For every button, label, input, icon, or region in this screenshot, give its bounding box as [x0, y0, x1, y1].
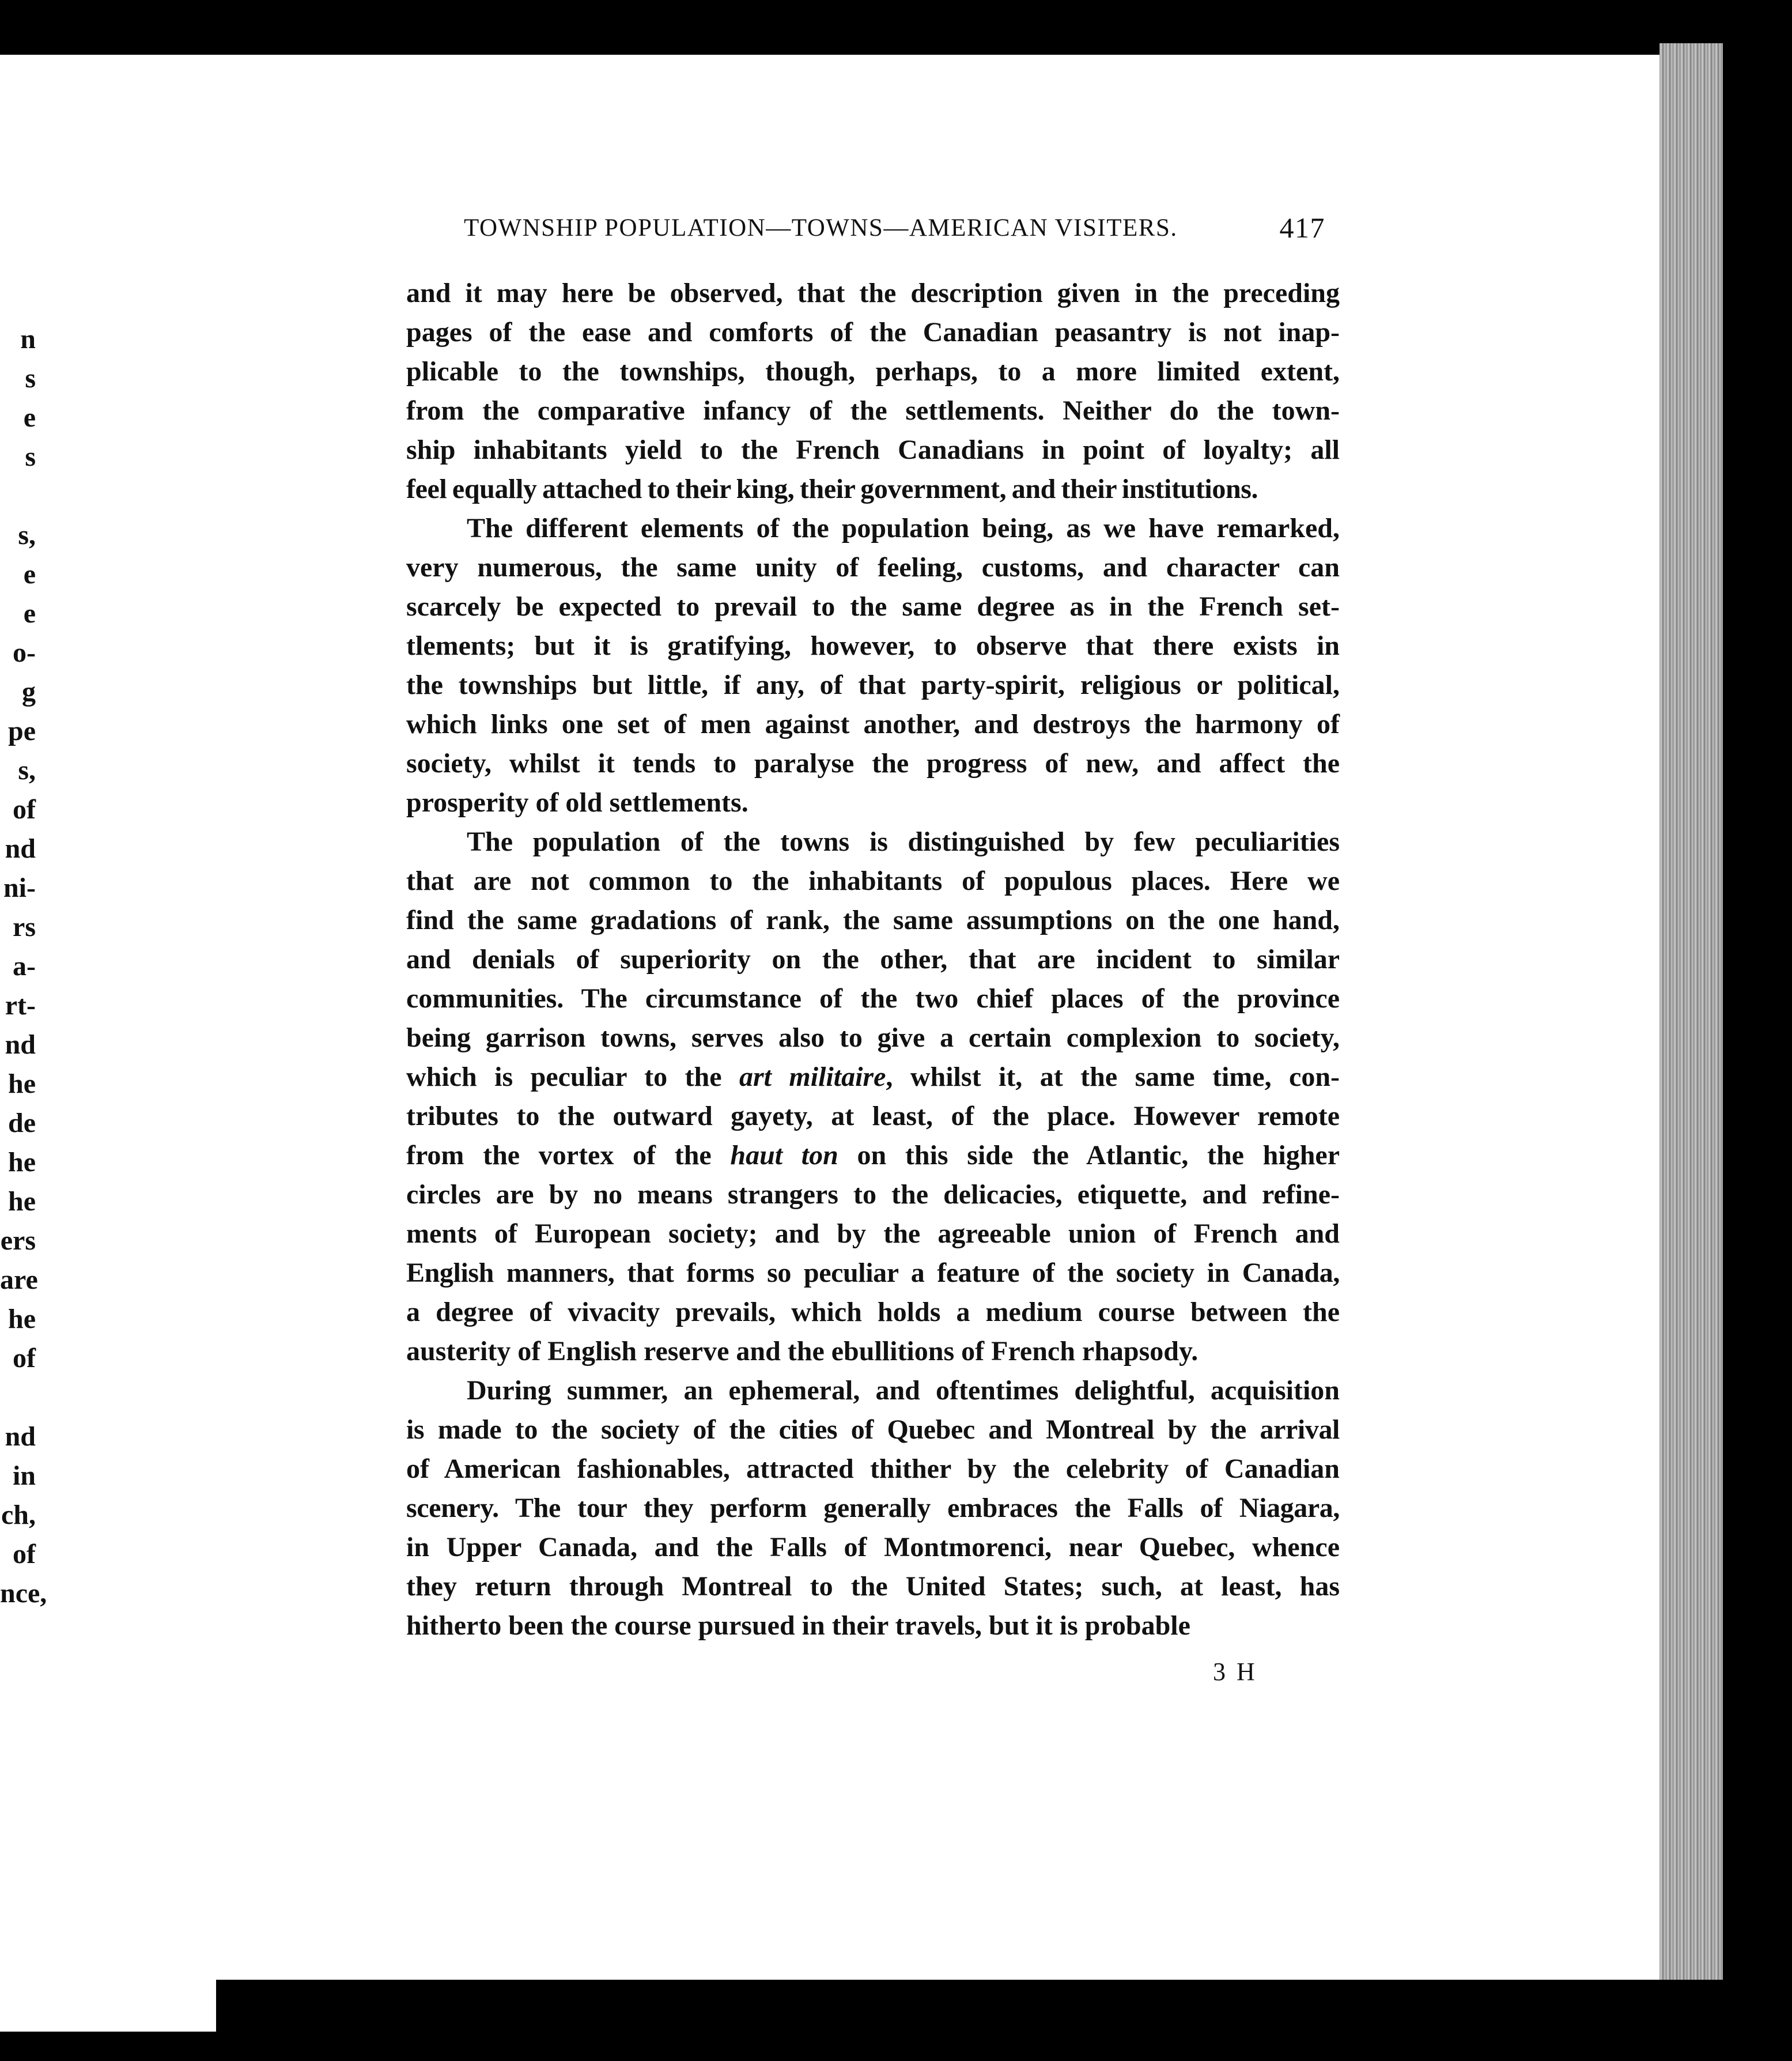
text-line: a degree of vivacity prevails, which holds a medium course between the [406, 1297, 1340, 1327]
facing-page-fragment: e [23, 598, 36, 629]
facing-page-fragment: nd [5, 1029, 36, 1060]
facing-page-fragment: he [8, 1304, 36, 1334]
text-line: tributes to the outward gayety, at least, of the place. However remote [406, 1101, 1340, 1131]
text-line: circles are by no means strangers to the delicacies, etiquette, and refine- [406, 1179, 1340, 1210]
text-line: in Upper Canada, and the Falls of Montmorenci, near Quebec, whence [406, 1532, 1340, 1562]
text-line: and denials of superiority on the other, that are incident to similar [406, 944, 1340, 975]
facing-page-text-fragments [0, 320, 46, 1703]
facing-page-fragment: of [13, 1343, 36, 1373]
facing-page-fragment: in [12, 1460, 36, 1491]
body-text [406, 274, 1340, 1657]
facing-page-fragment: s, [18, 520, 36, 550]
facing-page-fragment: pe [8, 716, 36, 746]
text-line: pages of the ease and comforts of the Canadian peasantry is not inap- [406, 317, 1340, 348]
facing-page-fragment: e [23, 559, 36, 590]
facing-page-fragment: a- [13, 951, 36, 982]
running-head-title: TOWNSHIP POPULATION—TOWNS—AMERICAN VISITERS. [464, 214, 1178, 241]
text-line: which is peculiar to the art militaire, whilst it, at the same time, con- [406, 1062, 1340, 1092]
text-line: being garrison towns, serves also to give a certain complexion to society, [406, 1022, 1340, 1053]
text-line: During summer, an ephemeral, and oftentimes delightful, acquisition [467, 1375, 1340, 1406]
text-line: from the comparative infancy of the settlements. Neither do the town- [406, 395, 1340, 426]
text-line: The population of the towns is distinguished by few peculiarities [467, 826, 1340, 857]
text-line: scenery. The tour they perform generally embraces the Falls of Niagara, [406, 1493, 1340, 1523]
text-line: prosperity of old settlements. [406, 787, 748, 818]
running-head [464, 207, 1325, 248]
facing-page-fragment: s [25, 441, 36, 472]
text-line: of American fashionables, attracted thither by the celebrity of Canadian [406, 1454, 1340, 1484]
facing-page-fragment: of [13, 1539, 36, 1569]
text-line: The different elements of the population being, as we have remarked, [467, 513, 1340, 543]
paragraph [406, 822, 1340, 1371]
text-line: English manners, that forms so peculiar a feature of the society in Canada, [406, 1258, 1340, 1288]
facing-page-fragment: o- [13, 637, 36, 668]
text-line: is made to the society of the cities of Quebec and Montreal by the arrival [406, 1414, 1340, 1445]
text-line: feel equally attached to their king, their government, and their institutions. [406, 474, 1258, 504]
text-line: which links one set of men against another, and destroys the harmony of [406, 709, 1340, 739]
text-line: hitherto been the course pursued in their travels, but it is probable [406, 1610, 1190, 1641]
facing-page-left [0, 55, 216, 2032]
text-line: the townships but little, if any, of that party-spirit, religious or political, [406, 670, 1340, 700]
text-line: scarcely be expected to prevail to the same degree as in the French set- [406, 591, 1340, 622]
paragraph [406, 274, 1340, 509]
facing-page-fragment: n [20, 324, 36, 354]
text-line: and it may here be observed, that the description given in the preceding [406, 278, 1340, 308]
facing-page-fragment [0, 1378, 46, 1417]
facing-page-fragment: he [8, 1186, 36, 1217]
paragraph [406, 1371, 1340, 1645]
text-line: society, whilst it tends to paralyse the progress of new, and affect the [406, 748, 1340, 779]
signature-mark: 3 H [1213, 1658, 1257, 1686]
text-line: that are not common to the inhabitants of populous places. Here we [406, 866, 1340, 896]
text-line: find the same gradations of rank, the same assumptions on the one hand, [406, 905, 1340, 935]
text-line: communities. The circumstance of the two chief places of the province [406, 983, 1340, 1014]
facing-page-fragment: ch, [1, 1500, 36, 1530]
facing-page-fragment: g [22, 677, 36, 707]
text-line: ments of European society; and by the agreeable union of French and [406, 1218, 1340, 1249]
facing-page-fragment: s [25, 363, 36, 394]
facing-page-fragment: rt- [5, 990, 36, 1021]
facing-page-fragment: s, [18, 755, 36, 786]
text-line: tlements; but it is gratifying, however, to observe that there exists in [406, 631, 1340, 661]
facing-page-fragment: ni- [3, 873, 36, 903]
facing-page-fragment: he [8, 1147, 36, 1177]
text-line: ship inhabitants yield to the French Canadians in point of loyalty; all [406, 435, 1340, 465]
facing-page-fragment: nd [5, 1421, 36, 1452]
facing-page-fragment: e [23, 402, 36, 433]
facing-page-fragment: of [13, 794, 36, 825]
facing-page-fragment: nd [5, 833, 36, 864]
facing-page-fragment: are [0, 1264, 38, 1295]
facing-page-fragment: he [8, 1069, 36, 1099]
paragraph [406, 509, 1340, 822]
text-line: from the vortex of the haut ton on this side the Atlantic, the higher [406, 1140, 1340, 1171]
text-line: plicable to the townships, though, perhaps, to a more limited extent, [406, 356, 1340, 387]
text-line: they return through Montreal to the United States; such, at least, has [406, 1571, 1340, 1602]
facing-page-fragment: rs [13, 912, 36, 942]
facing-page-fragment: de [8, 1108, 36, 1138]
facing-page-fragment: ers [0, 1225, 36, 1256]
page-block-edge [1659, 43, 1723, 1980]
text-line: austerity of English reserve and the ebullitions of French rhapsody. [406, 1336, 1199, 1367]
text-line: very numerous, the same unity of feeling, customs, and character can [406, 552, 1340, 583]
page-number: 417 [1279, 212, 1325, 244]
facing-page-fragment: nce, [0, 1578, 47, 1609]
facing-page-fragment [0, 477, 46, 516]
